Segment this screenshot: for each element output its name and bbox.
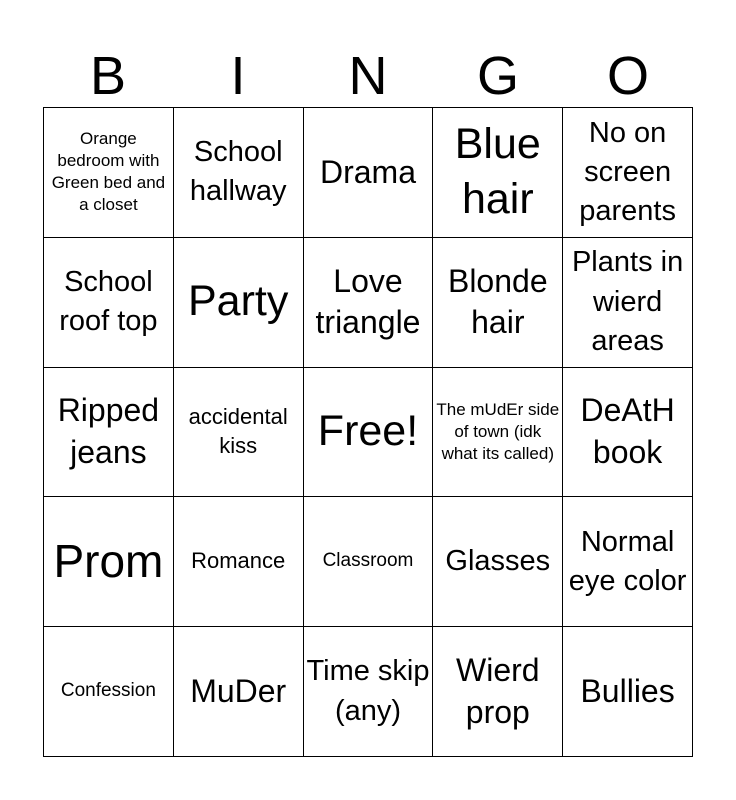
cell-text: No on screen parents xyxy=(579,116,676,227)
cell-text: School hallway xyxy=(189,136,287,208)
bingo-cell[interactable] xyxy=(44,368,174,498)
header-letter-b: B xyxy=(89,46,127,106)
bingo-cell[interactable] xyxy=(174,238,304,368)
bingo-cell[interactable] xyxy=(304,238,434,368)
cell-text: Romance xyxy=(191,548,286,574)
cell-text: accidental kiss xyxy=(188,404,288,458)
cell-text: Blonde hair xyxy=(447,262,548,341)
cell-text: Plants in wierd areas xyxy=(571,246,684,357)
cell-text: The mUdEr side of town (idk what its called) xyxy=(436,399,560,464)
bingo-cell[interactable] xyxy=(433,238,563,368)
cell-text: Ripped jeans xyxy=(57,392,160,470)
header-letter-o: O xyxy=(606,46,649,106)
cell-text: DeAtH book xyxy=(580,392,675,470)
bingo-cell[interactable] xyxy=(563,497,693,627)
bingo-cell[interactable] xyxy=(563,238,693,368)
cell-text: Glasses xyxy=(445,545,551,578)
bingo-cell[interactable] xyxy=(174,627,304,757)
bingo-cell[interactable] xyxy=(433,108,563,238)
bingo-cell[interactable] xyxy=(433,627,563,757)
cell-text: Prom xyxy=(53,535,164,588)
bingo-cell[interactable] xyxy=(44,497,174,627)
cell-text: Normal eye color xyxy=(568,525,687,597)
cell-text: Classroom xyxy=(322,550,414,572)
header-letter-g: G xyxy=(476,46,519,106)
bingo-cell[interactable] xyxy=(433,497,563,627)
cell-text: School roof top xyxy=(59,266,158,338)
bingo-cell[interactable] xyxy=(44,108,174,238)
bingo-cell[interactable] xyxy=(563,108,693,238)
bingo-cell[interactable] xyxy=(304,368,434,498)
cell-text: Confession xyxy=(60,680,156,702)
bingo-cell[interactable] xyxy=(174,368,304,498)
bingo-cell[interactable] xyxy=(174,497,304,627)
cell-text: Blue hair xyxy=(454,119,541,224)
cell-text: Free! xyxy=(317,407,419,456)
bingo-cell[interactable] xyxy=(174,108,304,238)
cell-text: MuDer xyxy=(190,672,287,709)
bingo-cell[interactable] xyxy=(433,368,563,498)
cell-text: Time skip (any) xyxy=(306,655,430,727)
bingo-cell[interactable] xyxy=(563,627,693,757)
bingo-cell[interactable] xyxy=(44,627,174,757)
bingo-cell[interactable] xyxy=(44,238,174,368)
cell-text: Wierd prop xyxy=(456,652,540,730)
cell-text: Bullies xyxy=(580,672,675,709)
cell-text: Drama xyxy=(319,153,416,190)
cell-text: Party xyxy=(188,277,289,326)
bingo-cell[interactable] xyxy=(304,108,434,238)
bingo-header xyxy=(43,46,693,106)
bingo-cell[interactable] xyxy=(304,627,434,757)
bingo-cell[interactable] xyxy=(563,368,693,498)
header-letter-n: N xyxy=(348,46,388,106)
header-letter-i: I xyxy=(230,46,246,106)
bingo-cell[interactable] xyxy=(304,497,434,627)
bingo-board xyxy=(43,107,693,757)
cell-text: Love triangle xyxy=(315,262,421,341)
cell-text: Orange bedroom with Green bed and a closet xyxy=(51,129,166,215)
